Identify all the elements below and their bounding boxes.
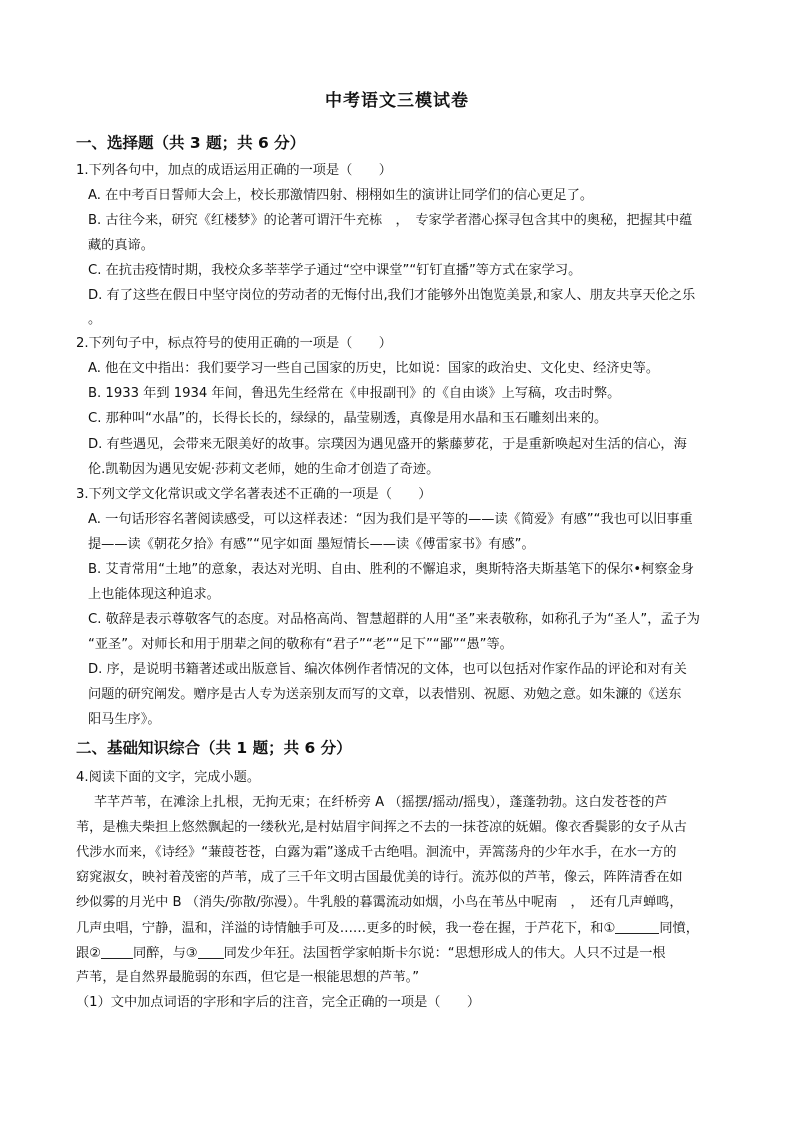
passage-text: 跟② — [76, 946, 102, 961]
fill-blank-3[interactable] — [198, 944, 224, 959]
question-1-option-c: C. 在抗击疫情时期，我校众多莘莘学子通过“空中课堂”“钉钉直播”等方式在家学习。 — [88, 263, 582, 278]
passage-text: 同憤， — [659, 921, 699, 936]
question-3-option-b: B. 艾青常用“土地”的意象，表达对光明、自由、胜利的不懈追求，奥斯特洛夫斯基笔下的保尔•柯察金身 — [88, 562, 694, 577]
reading-passage-line-8: 芦苇，是自然界最脆弱的东西，但它是一根能思想的芦苇。” — [76, 970, 420, 985]
passage-text: 几声虫唱，宁静，温和，洋溢的诗情触手可及……更多的时候，我一卷在握，于芦花下，和① — [76, 921, 616, 936]
question-3-stem: 3.下列文学文化常识或文学名著表述不正确的一项是（ ） — [76, 487, 432, 502]
question-1-option-a: A. 在中考百日誓师大会上，校长那激情四射、栩栩如生的演讲让同学们的信心更足了。 — [88, 188, 594, 203]
passage-text: 同醉，与③ — [133, 946, 198, 961]
passage-text: 同发少年狂。法国哲学家帕斯卡尔说：“思想形成人的伟大。人只不过是一根 — [223, 946, 666, 961]
question-2-option-a: A. 他在文中指出：我们要学习一些自己国家的历史，比如说：国家的政治史、文化史、经济史等。 — [88, 361, 660, 376]
section-heading-basic-knowledge: 二、基础知识综合（共 1 题；共 6 分） — [76, 739, 352, 757]
question-2-option-d: D. 有些遇见，会带来无限美好的故事。宗璞因为遇见盛开的紫藤萝花，于是重新唤起对生活的信心，海 — [88, 437, 687, 452]
question-3-option-c: C. 敬辞是表示尊敬客气的态度。对品格高尚、智慧超群的人用“圣”来表敬称，如称孔子为“圣人”，孟子为 — [88, 612, 700, 627]
question-1-stem: 1.下列各句中，加点的成语运用正确的一项是（ ） — [76, 163, 392, 178]
question-3-option-b-cont: 上也能体现这种追求。 — [88, 587, 220, 602]
question-2-option-c: C. 那种叫“水晶”的，长得长长的，绿绿的，晶莹剔透，真像是用水晶和玉石雕刻出来的。 — [88, 411, 608, 426]
question-1-option-b: B. 古往今来，研究《红楼梦》的论著可谓汗牛充栋 ， 专家学者潜心探寻包含其中的奥秘，把握其中蕴 — [88, 213, 693, 228]
question-3-option-a: A. 一句话形容名著阅读感受，可以这样表述：“因为我们是平等的——读《简爱》有感”“我也可以旧事重 — [88, 512, 693, 527]
question-1-option-d-cont: 。 — [88, 312, 102, 327]
question-2-option-b: B. 1933 年到 1934 年间，鲁迅先生经常在《申报副刊》的《自由谈》上写稿，攻击时弊。 — [88, 386, 621, 401]
page-title: 中考语文三模试卷 — [325, 91, 469, 111]
question-3-option-d-cont-2: 阳马生序》。 — [88, 712, 161, 727]
sub-question-1: （1）文中加点词语的字形和字后的注音，完全正确的一项是（ ） — [76, 995, 481, 1010]
question-3-option-c-cont: “亚圣”。对师长和用于朋辈之间的敬称有“君子”“老”“足下”“鄙”“愚”等。 — [88, 637, 513, 652]
reading-passage-line-4: 窈窕淑女，映衬着茂密的芦苇，成了三千年文明古国最优美的诗行。流苏似的芦苇，像云，阵阵清香在如 — [76, 870, 683, 885]
reading-passage-line-6 — [76, 919, 699, 938]
reading-passage-line-2: 苇，是樵夫柴担上悠然飘起的一缕秋光,是村姑眉宇间挥之不去的一抹苍凉的妩媚。像衣香鬓影的女子从古 — [76, 820, 687, 835]
fill-blank-1[interactable] — [615, 919, 659, 934]
reading-passage-line-1: 芊芊芦苇，在滩涂上扎根，无拘无束；在纤桥旁 A （摇摆/摇动/摇曳），蓬蓬勃勃。这白发苍苍的芦 — [94, 795, 668, 810]
question-3-option-a-cont: 提——读《朝花夕拾》有感”“见字如面 墨短情长——读《傅雷家书》有感”。 — [88, 537, 535, 552]
question-2-option-d-cont: 伦.凯勒因为遇见安妮·莎莉文老师，她的生命才创造了奇迹。 — [88, 462, 440, 477]
reading-passage-line-3: 代涉水而来，《诗经》“蒹葭苍苍，白露为霜”遂成千古绝唱。洄流中，弄篙荡舟的少年水手，在水一方的 — [76, 845, 677, 860]
question-2-stem: 2.下列句子中，标点符号的使用正确的一项是（ ） — [76, 336, 392, 351]
reading-passage-line-5: 纱似雾的月光中 B （消失/弥散/弥漫）。牛乳般的暮霭流动如烟，小鸟在苇丛中呢南 ， 还有几声蝉鸣， — [76, 895, 683, 910]
section-heading-choice: 一、选择题（共 3 题；共 6 分） — [76, 134, 306, 152]
reading-passage-line-7 — [76, 944, 666, 963]
fill-blank-2[interactable] — [101, 944, 133, 959]
question-3-option-d-cont: 问题的研究阐发。赠序是古人专为送亲别友而写的文章，以表惜别、祝愿、劝勉之意。如朱濂的《送东 — [88, 687, 682, 702]
question-3-option-d: D. 序，是说明书籍著述或出版意旨、编次体例作者情况的文体，也可以包括对作家作品的评论和对有关 — [88, 662, 687, 677]
question-4-stem: 4.阅读下面的文字，完成小题。 — [76, 770, 261, 785]
question-1-option-d: D. 有了这些在假日中坚守岗位的劳动者的无悔付出,我们才能够外出饱览美景,和家人、朋友共享天伦之乐 — [88, 288, 696, 303]
question-1-option-b-cont: 藏的真谛。 — [88, 238, 154, 253]
